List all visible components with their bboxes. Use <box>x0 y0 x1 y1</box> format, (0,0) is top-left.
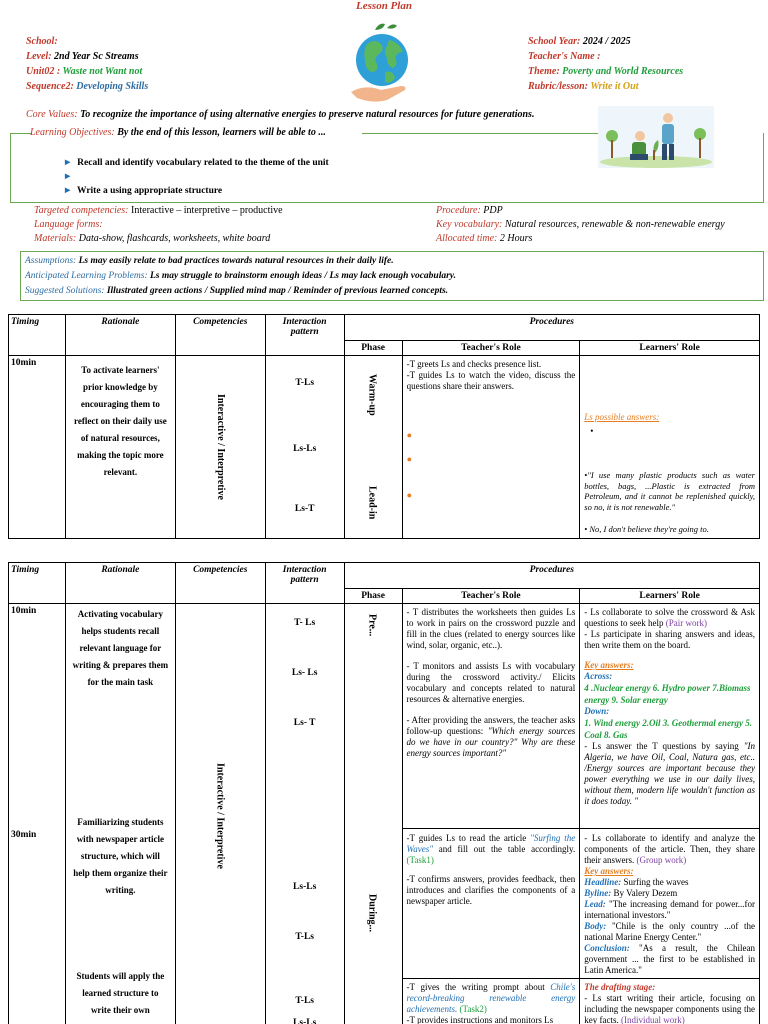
phase-cell: Warm-up Lead-in <box>344 356 402 539</box>
teacher-role-header: Teacher's Role <box>402 589 580 604</box>
rationale-header: Rationale <box>65 563 175 604</box>
timing-header: Timing <box>9 315 66 356</box>
pattern-cell: T-Ls Ls-Ls Ls-T <box>265 356 344 539</box>
school-row: School: <box>26 36 58 47</box>
core-values: Core Values: To recognize the importance of using alternative energies to preserve natural resources for future generations. <box>26 109 535 120</box>
learners-role-header: Learners' Role <box>580 341 760 356</box>
teacher-role-cell: - T distributes the worksheets then guides Ls to work in pairs on the crossword puzzle and fill in the clues (related to energy sources like wind, solar, organic, etc..). - T monitors and assists Ls with vocabulary during the crossword activity./ Elicits vocabulary and concepts related to natural resources & alternative energies. - After providing the answers, the teacher asks follow-up questions: "Which energy sources do we have in our country?" Why are these energy sources important?" -T guides Ls to read the article "Surfing the Waves" and fill out the table accordingly. (Task1) -T confirms answers, provides feedback, then introduces and clarifies the components of a newspaper article. -T gives the writing prompt about Chile's record-breaking renewable energy achievements. (Task2) -T provides instructions and monitors Ls <box>402 604 580 1024</box>
competency-cell: Interactive / Interpretive <box>175 604 265 1024</box>
objectives-list <box>63 156 329 198</box>
learning-objectives-box <box>10 133 764 203</box>
rubric-row: Rubric/lesson: Write it Out <box>528 81 639 92</box>
page-title: Lesson Plan <box>356 0 412 12</box>
info-right: Procedure: PDP Key vocabulary: Natural resources, renewable & non-renewable energy Allocated time: 2 Hours <box>436 205 725 244</box>
teacher-role-cell: -T greets Ls and checks presence list. -T guides Ls to watch the video, discuss the questions share their answers. ● ● ● <box>402 356 580 539</box>
bullet: ● <box>406 430 413 440</box>
procedures-table-2 <box>8 562 760 1024</box>
objective-item: ► <box>63 172 73 182</box>
theme-row: Theme: Poverty and World Resources <box>528 66 684 77</box>
header-right <box>528 34 763 94</box>
earth-hand-logo <box>345 20 420 108</box>
rationale-cell: Activating vocabulary helps students recall relevant language for writing & prepares them for the main task Familiarizing students with newspaper article structure, which will help them organize their writing. Students will apply the learned structure to write their own <box>65 604 175 1024</box>
level-row: Level: 2nd Year Sc Streams <box>26 51 139 62</box>
sequence-row: Sequence2: Developing Skills <box>26 81 149 92</box>
info-left: Targeted competencies: Interactive – interpretive – productive Language forms: Materials: Data-show, flashcards, worksheets, white board <box>34 205 283 244</box>
assumptions-box: Assumptions: Ls may easily relate to bad practices towards natural resources in their daily life. Anticipated Learning Problems: Ls may struggle to brainstorm enough ideas / Ls may lack enough vocabulary. Suggested Solutions: Illustrated green actions / Supplied mind map / Reminder of previous learned concepts. <box>20 251 764 301</box>
phase-cell: Pre... During... <box>344 604 402 1024</box>
phase-header: Phase <box>344 341 402 356</box>
timing-cell: 10min 30min <box>9 604 66 1024</box>
teacher-role-header: Teacher's Role <box>402 341 580 356</box>
learners-role-cell: - Ls collaborate to solve the crossword & Ask questions to seek help (Pair work) - Ls participate in sharing answers and ideas, then write them on the board. Key answers: Across: 4 .Nuclear energy 6. Hydro power 7.Biomass energy 9. Solar energy Down: 1. Wind energy 2.Oil 3. Geothermal energy 5. Coal 8. Gas - Ls answer the T questions by saying "In Algeria, we have Oil, Coal, Natura gas, etc.. /Energy sources are important because they power everything we use in our daily lives, without them, modern life wouldn't function as it does today. " - Ls collaborate to identify and analyze the components of the article. Then, they share their answers. (Group work) Key answers: Headline: Surfing the waves Byline: By Valery Dezem Lead: "The increasing demand for power...for international investors." Body: "Chile is the only country ...of the national Marine Energy Center." Conclusion: "As a result, the Chilean government ... the first to be established in Latin America." The drafting stage: - Ls start writing their article, focusing on including the newspaper components using the key facts. (Individual work) <box>580 604 760 1024</box>
teacher-name-row: Teacher's Name : <box>528 51 601 62</box>
interaction-header: Interaction pattern <box>265 563 344 604</box>
phase-header: Phase <box>344 589 402 604</box>
learning-objectives-heading: Learning Objectives: By the end of this lesson, learners will be able to ... <box>30 127 326 138</box>
objective-item: ► Recall and identify vocabulary related to the theme of the unit <box>63 158 329 168</box>
competency-cell: Interactive / Interpretive <box>175 356 265 539</box>
interaction-header: Interaction pattern <box>265 315 344 356</box>
learners-role-cell: Ls possible answers: • •"I use many plastic products such as water bottles, bags, ...Plastic is extracted from Petroleum, and it cannot be replenished quickly, so no, it is not renewable." • No, I don't believe they're going to. <box>580 356 760 539</box>
procedures-header: Procedures <box>344 315 759 341</box>
procedures-header: Procedures <box>344 563 759 589</box>
rationale-header: Rationale <box>65 315 175 356</box>
rationale-cell: To activate learners' prior knowledge by encouraging them to reflect on their daily use of natural resources, making the topic more relevant. <box>65 356 175 539</box>
procedures-table-1 <box>8 314 760 539</box>
bullet: ● <box>406 490 413 500</box>
competencies-header: Competencies <box>175 563 265 604</box>
objective-item: ► Write a using appropriate structure <box>63 186 223 196</box>
bullet: ● <box>406 454 413 464</box>
timing-header: Timing <box>9 563 66 604</box>
school-year-row: School Year: 2024 / 2025 <box>528 36 631 47</box>
competencies-header: Competencies <box>175 315 265 356</box>
learners-role-header: Learners' Role <box>580 589 760 604</box>
pattern-cell: T- Ls Ls- Ls Ls- T Ls-Ls T-Ls T-Ls Ls-Ls <box>265 604 344 1024</box>
timing-cell: 10min <box>9 356 66 539</box>
unit-row: Unit02 : Waste not Want not <box>26 66 143 77</box>
header-left <box>26 34 326 94</box>
